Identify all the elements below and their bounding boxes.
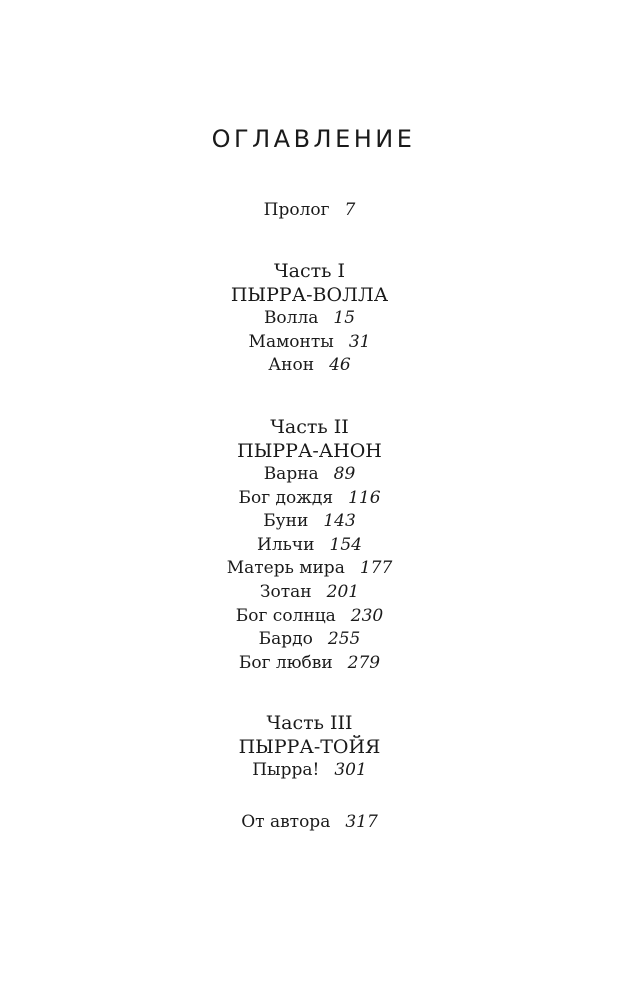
toc-entry[interactable] xyxy=(0,199,619,223)
entry-title: Анон xyxy=(268,355,315,376)
part-title: ПЫРРА-АНОН xyxy=(237,440,382,462)
toc-entry[interactable] xyxy=(0,487,619,511)
toc-entry[interactable] xyxy=(0,557,619,581)
entry-title: Бог солнца xyxy=(235,605,336,626)
entry-page-number: 143 xyxy=(323,511,356,532)
entry-title: Матерь мира xyxy=(226,558,345,579)
toc-entry[interactable] xyxy=(0,463,619,487)
entry-page-number: 15 xyxy=(333,308,356,328)
part-title: ПЫРРА-ТОЙЯ xyxy=(238,736,381,758)
toc-entry[interactable] xyxy=(0,307,619,331)
entry-title: Бардо xyxy=(258,629,313,650)
entry-title: Мамонты xyxy=(248,331,334,352)
part-title: ПЫРРА-ВОЛЛА xyxy=(230,284,389,306)
toc-entry[interactable] xyxy=(0,581,619,605)
part-label: Часть I xyxy=(273,260,346,282)
entry-page-number: 177 xyxy=(359,558,393,579)
part-label: Часть III xyxy=(266,712,353,734)
entry-title: От автора xyxy=(241,812,331,832)
toc-entry[interactable] xyxy=(0,354,619,378)
entry-title: Бог любви xyxy=(238,652,333,673)
contents-heading: ОГЛАВЛЕНИЕ xyxy=(211,125,416,153)
entry-title: Ильчи xyxy=(257,534,315,555)
entry-page-number: 201 xyxy=(326,581,360,602)
toc-entry[interactable] xyxy=(0,605,619,629)
entry-page-number: 46 xyxy=(329,355,351,376)
entry-title: Бог дождя xyxy=(238,487,334,508)
entry-page-number: 154 xyxy=(329,534,362,555)
toc-entry[interactable] xyxy=(0,811,619,835)
part-2 xyxy=(0,415,619,675)
entry-page-number: 279 xyxy=(347,652,381,673)
afterword-entry xyxy=(0,811,619,835)
entry-page-number: 116 xyxy=(348,487,381,508)
entry-page-number: 255 xyxy=(327,629,361,650)
entry-page-number: 301 xyxy=(334,760,367,780)
toc-entry[interactable] xyxy=(0,331,619,355)
toc-entry[interactable] xyxy=(0,759,619,783)
prologue-entry xyxy=(0,199,619,223)
entry-title: Зотан xyxy=(259,581,312,602)
entry-page-number: 89 xyxy=(333,464,356,484)
entry-page-number: 230 xyxy=(350,605,384,626)
part-3 xyxy=(0,711,619,783)
toc-entry[interactable] xyxy=(0,534,619,558)
toc-entry[interactable] xyxy=(0,652,619,676)
entry-page-number: 31 xyxy=(348,331,371,352)
part-label: Часть II xyxy=(270,416,349,438)
entry-title: Буни xyxy=(263,511,309,532)
toc-entry[interactable] xyxy=(0,510,619,534)
entry-page-number: 7 xyxy=(344,200,356,220)
entry-title: Пырра! xyxy=(252,760,320,780)
entry-page-number: 317 xyxy=(345,812,378,832)
toc-entry[interactable] xyxy=(0,628,619,652)
entry-title: Волла xyxy=(263,308,319,328)
part-1 xyxy=(0,259,619,378)
entry-title: Варна xyxy=(263,464,319,484)
entry-title: Пролог xyxy=(263,200,330,220)
